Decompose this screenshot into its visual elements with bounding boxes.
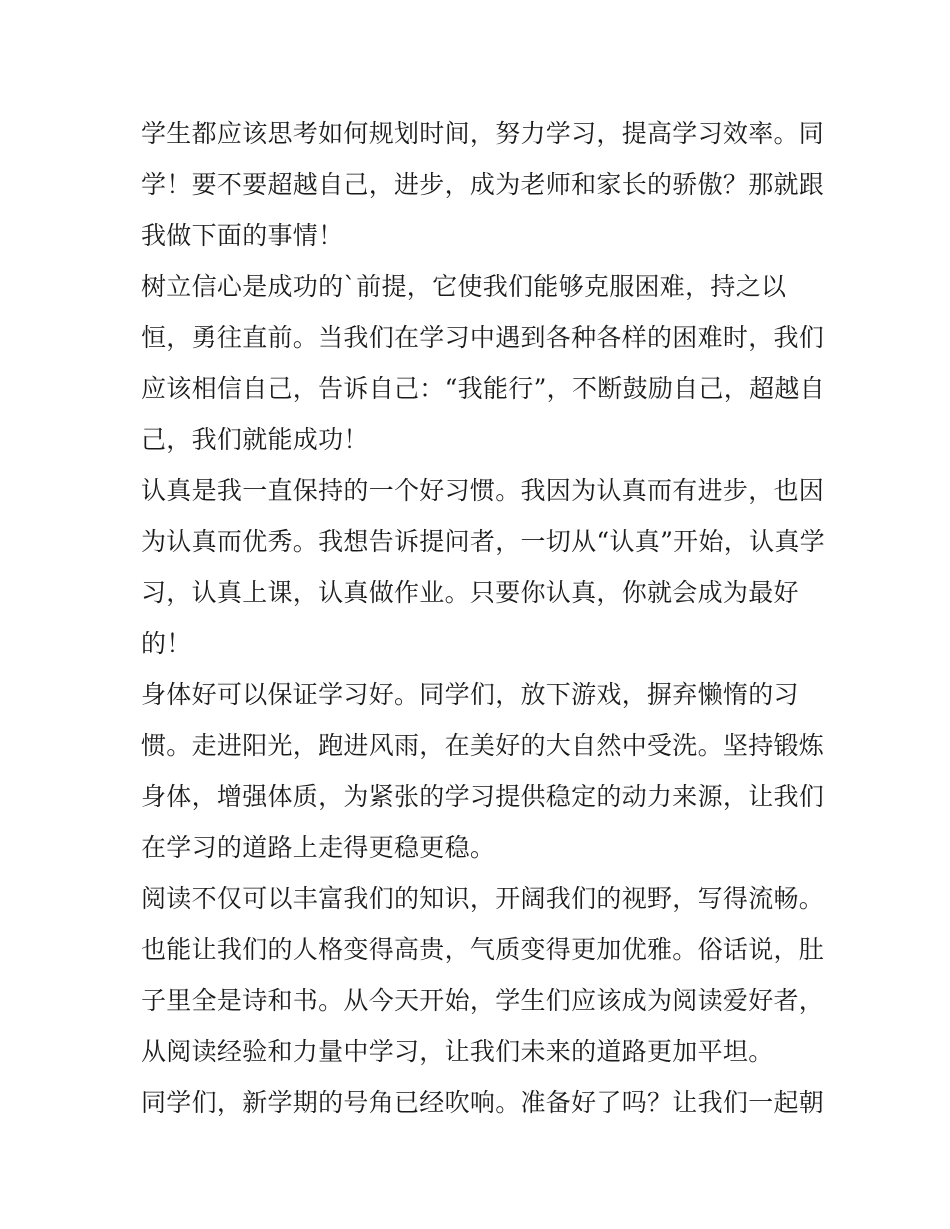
text-line: 身体好可以保证学习好。同学们，放下游戏，摒弃懒惰的习 xyxy=(141,680,799,709)
text-line: 认真是我一直保持的一个好习惯。我因为认真而有进步，也因 xyxy=(141,476,825,505)
text-line: 恒，勇往直前。当我们在学习中遇到各种各样的困难时，我们 xyxy=(141,323,825,352)
text-line: 为认真而优秀。我想告诉提问者，一切从“认真”开始，认真学 xyxy=(141,527,825,556)
text-line: 我做下面的事情！ xyxy=(141,221,344,250)
text-line: 也能让我们的人格变得高贵，气质变得更加优雅。俗话说，肚 xyxy=(141,935,825,964)
document-body xyxy=(141,108,825,1128)
text-line: 身体，增强体质，为紧张的学习提供稳定的动力来源，让我们 xyxy=(141,782,825,811)
text-line: 习，认真上课，认真做作业。只要你认真，你就会成为最好 xyxy=(141,578,799,607)
text-line: 学！要不要超越自己，进步，成为老师和家长的骄傲？那就跟 xyxy=(141,170,825,199)
text-line: 学生都应该思考如何规划时间，努力学习，提高学习效率。同 xyxy=(141,119,825,148)
text-line: 应该相信自己，告诉自己：“我能行”，不断鼓励自己，超越自 xyxy=(141,374,825,403)
text-line: 己，我们就能成功！ xyxy=(141,425,369,454)
text-line: 同学们，新学期的号角已经吹响。准备好了吗？让我们一起朝 xyxy=(141,1088,825,1117)
text-line: 在学习的道路上走得更稳更稳。 xyxy=(141,833,496,862)
text-line: 惯。走进阳光，跑进风雨，在美好的大自然中受洗。坚持锻炼 xyxy=(141,731,825,760)
text-line: 阅读不仅可以丰富我们的知识，开阔我们的视野，写得流畅。 xyxy=(141,884,825,913)
text-line: 树立信心是成功的`前提，它使我们能够克服困难，持之以 xyxy=(141,272,787,301)
text-line: 从阅读经验和力量中学习，让我们未来的道路更加平坦。 xyxy=(141,1037,774,1066)
text-line: 子里全是诗和书。从今天开始，学生们应该成为阅读爱好者， xyxy=(141,986,825,1015)
text-line: 的！ xyxy=(141,629,192,658)
